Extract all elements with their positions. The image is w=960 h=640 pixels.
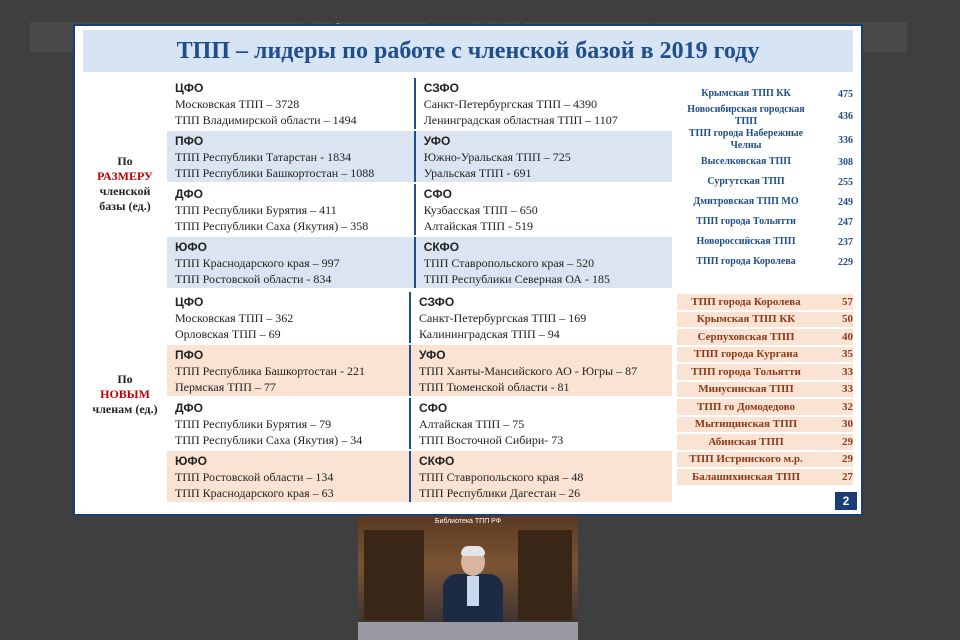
ranking-item bbox=[677, 434, 853, 452]
bookshelf bbox=[518, 530, 572, 620]
chamber-entry: Алтайская ТПП - 519 bbox=[423, 219, 533, 233]
chamber-entry: Орловская ТПП – 69 bbox=[175, 327, 281, 341]
chamber-entry: Ленинградская областная ТПП – 1107 bbox=[423, 113, 618, 127]
ranking-value: 27 bbox=[842, 470, 853, 483]
region-name: ПФО bbox=[175, 134, 204, 148]
region-cell bbox=[410, 292, 672, 344]
chamber-entry: ТПП Республики Башкортостан – 1088 bbox=[175, 166, 375, 180]
ranking-name: Новороссийская ТПП bbox=[696, 236, 796, 247]
chamber-entry: ТПП Ставропольского края – 520 bbox=[423, 256, 595, 270]
page-number: 2 bbox=[835, 492, 857, 510]
new-members-table bbox=[167, 292, 672, 504]
ranking-item bbox=[677, 364, 853, 382]
ranking-value: 475 bbox=[838, 88, 853, 100]
ranking-item bbox=[677, 294, 853, 312]
chamber-entry: Московская ТПП – 3728 bbox=[175, 97, 300, 111]
chamber-entry: Южно-Уральская ТПП – 725 bbox=[423, 150, 571, 164]
region-cell bbox=[167, 450, 410, 503]
region-cell bbox=[415, 183, 672, 236]
chamber-entry: ТПП Республики Бурятия – 79 bbox=[175, 417, 332, 431]
ranking-value: 50 bbox=[842, 313, 853, 326]
region-row bbox=[167, 344, 672, 397]
region-cell bbox=[410, 450, 672, 503]
ranking-name: ТПП города Тольятти bbox=[691, 365, 801, 378]
ranking-name: Мытищинская ТПП bbox=[694, 418, 798, 431]
ranking-value: 249 bbox=[838, 196, 853, 208]
ranking-item bbox=[677, 382, 853, 400]
ranking-item bbox=[677, 347, 853, 365]
region-name: УФО bbox=[423, 134, 451, 148]
chamber-entry: ТПП Краснодарского края – 63 bbox=[175, 486, 334, 500]
bookshelf bbox=[364, 530, 424, 620]
ranking-item bbox=[677, 252, 853, 272]
ranking-name: Дмитровская ТПП МО bbox=[693, 196, 799, 207]
region-name: СКФО bbox=[418, 454, 455, 468]
video-caption: Библиотека ТПП РФ bbox=[434, 518, 502, 525]
region-cell bbox=[167, 236, 415, 289]
ranking-name: ТПП города Королева bbox=[696, 256, 796, 267]
region-name: ДФО bbox=[175, 187, 203, 201]
chamber-entry: ТПП Тюменской области - 81 bbox=[418, 380, 570, 394]
ranking-value: 40 bbox=[842, 330, 853, 343]
region-name: ПФО bbox=[175, 348, 204, 362]
ranking-name: ТПП города Тольятти bbox=[696, 216, 796, 227]
region-row bbox=[167, 236, 672, 289]
chamber-entry: ТПП Ставропольского края – 48 bbox=[418, 470, 584, 484]
region-cell bbox=[415, 130, 672, 183]
ranking-value: 237 bbox=[838, 236, 853, 248]
ranking-value: 229 bbox=[838, 256, 853, 268]
ranking-value: 33 bbox=[842, 365, 853, 378]
desk bbox=[358, 622, 578, 640]
ranking-item bbox=[677, 172, 853, 192]
chamber-entry: ТПП Республики Дагестан – 26 bbox=[418, 486, 581, 500]
region-row bbox=[167, 183, 672, 236]
region-row bbox=[167, 292, 672, 344]
region-cell bbox=[167, 292, 410, 344]
region-cell bbox=[167, 397, 410, 450]
chamber-entry: ТПП Республики Бурятия – 411 bbox=[175, 203, 337, 217]
region-row bbox=[167, 450, 672, 503]
ranking-name: Серпуховская ТПП bbox=[697, 330, 795, 343]
ranking-name: Крымская ТПП КК bbox=[696, 313, 796, 326]
region-name: СКФО bbox=[423, 240, 460, 254]
slide-title: ТПП – лидеры по работе с членской базой в 2019 году bbox=[83, 30, 853, 72]
ranking-name: ТПП города Набережные Челны bbox=[688, 128, 804, 151]
region-name: ЮФО bbox=[175, 454, 207, 468]
ranking-value: 33 bbox=[842, 383, 853, 396]
ranking-value: 30 bbox=[842, 418, 853, 431]
new-members-ranking bbox=[677, 294, 853, 487]
chamber-entry: ТПП Республики Саха (Якутия) – 34 bbox=[175, 433, 363, 447]
ranking-item bbox=[677, 212, 853, 232]
ranking-name: ТПП Истринского м.р. bbox=[689, 453, 803, 466]
ranking-name: Крымская ТПП КК bbox=[701, 88, 791, 99]
ranking-item bbox=[677, 84, 853, 104]
region-name: ЮФО bbox=[175, 240, 207, 254]
chamber-entry: ТПП Восточной Сибири- 73 bbox=[418, 433, 564, 447]
ranking-value: 57 bbox=[842, 295, 853, 308]
ranking-item bbox=[677, 469, 853, 487]
chamber-entry: ТПП Республики Северная ОА - 185 bbox=[423, 272, 610, 286]
region-name: ЦФО bbox=[175, 81, 204, 95]
region-cell bbox=[167, 78, 415, 130]
region-row bbox=[167, 78, 672, 130]
chamber-entry: Калининградская ТПП – 94 bbox=[418, 327, 560, 341]
ranking-value: 247 bbox=[838, 216, 853, 228]
region-row bbox=[167, 130, 672, 183]
region-name: ДФО bbox=[175, 401, 203, 415]
region-cell bbox=[415, 78, 672, 130]
ranking-name: Абинская ТПП bbox=[708, 435, 784, 448]
size-table bbox=[167, 78, 672, 290]
chamber-entry: ТПП Краснодарского края – 997 bbox=[175, 256, 340, 270]
region-cell bbox=[167, 344, 410, 397]
speaker-video bbox=[358, 516, 578, 640]
region-cell bbox=[415, 236, 672, 289]
region-name: СЗФО bbox=[423, 81, 460, 95]
ranking-name: Минусинская ТПП bbox=[698, 383, 794, 396]
region-name: СФО bbox=[423, 187, 452, 201]
ranking-item bbox=[677, 312, 853, 330]
region-cell bbox=[410, 397, 672, 450]
ranking-name: Балашихинская ТПП bbox=[691, 470, 801, 483]
presentation-slide bbox=[73, 24, 863, 516]
chamber-entry: ТПП Республики Саха (Якутия) – 358 bbox=[175, 219, 369, 233]
chamber-entry: Санкт-Петербургская ТПП – 169 bbox=[418, 311, 587, 325]
ranking-name: ТПП города Королева bbox=[691, 295, 801, 308]
chamber-entry: ТПП Ростовской области - 834 bbox=[175, 272, 332, 286]
ranking-item bbox=[677, 399, 853, 417]
ranking-item bbox=[677, 152, 853, 172]
ranking-item bbox=[677, 452, 853, 470]
chamber-entry: Кузбасская ТПП – 650 bbox=[423, 203, 538, 217]
region-name: ЦФО bbox=[175, 295, 204, 309]
chamber-entry: ТПП Республика Башкортостан - 221 bbox=[175, 364, 365, 378]
region-cell bbox=[410, 344, 672, 397]
ranking-name: ТПП го Домодедово bbox=[696, 400, 796, 413]
region-row bbox=[167, 397, 672, 450]
new-section-label: По НОВЫМ членам (ед.) bbox=[92, 372, 158, 416]
chamber-entry: Пермская ТПП – 77 bbox=[175, 380, 276, 394]
ranking-value: 336 bbox=[838, 134, 853, 146]
region-name: СЗФО bbox=[418, 295, 455, 309]
chamber-entry: ТПП Владимирской области – 1494 bbox=[175, 113, 357, 127]
region-name: УФО bbox=[418, 348, 446, 362]
ranking-value: 255 bbox=[838, 176, 853, 188]
chamber-entry: ТПП Ханты-Мансийского АО - Югры – 87 bbox=[418, 364, 638, 378]
ranking-value: 308 bbox=[838, 156, 853, 168]
ranking-item bbox=[677, 104, 853, 128]
ranking-value: 32 bbox=[842, 400, 853, 413]
size-ranking bbox=[677, 84, 853, 272]
chamber-entry: ТПП Ростовской области – 134 bbox=[175, 470, 334, 484]
ranking-name: Новосибирская городская ТПП bbox=[687, 104, 805, 127]
ranking-item bbox=[677, 192, 853, 212]
region-cell bbox=[167, 130, 415, 183]
chamber-entry: ТПП Республики Татарстан - 1834 bbox=[175, 150, 352, 164]
ranking-value: 29 bbox=[842, 453, 853, 466]
ranking-value: 29 bbox=[842, 435, 853, 448]
ranking-item bbox=[677, 329, 853, 347]
ranking-item bbox=[677, 128, 853, 152]
ranking-name: Сургутская ТПП bbox=[707, 176, 785, 187]
region-name: СФО bbox=[418, 401, 448, 415]
ranking-item bbox=[677, 232, 853, 252]
ranking-name: ТПП города Кургана bbox=[693, 348, 799, 361]
ranking-item bbox=[677, 417, 853, 435]
region-cell bbox=[167, 183, 415, 236]
chamber-entry: Алтайская ТПП – 75 bbox=[418, 417, 525, 431]
chamber-entry: Санкт-Петербургская ТПП – 4390 bbox=[423, 97, 597, 111]
ranking-value: 35 bbox=[842, 348, 853, 361]
chamber-entry: Московская ТПП – 362 bbox=[175, 311, 294, 325]
ranking-value: 436 bbox=[838, 110, 853, 122]
ranking-name: Выселковская ТПП bbox=[700, 156, 792, 167]
size-section-label: По РАЗМЕРУ членской базы (ед.) bbox=[97, 154, 153, 213]
chamber-entry: Уральская ТПП - 691 bbox=[423, 166, 532, 180]
